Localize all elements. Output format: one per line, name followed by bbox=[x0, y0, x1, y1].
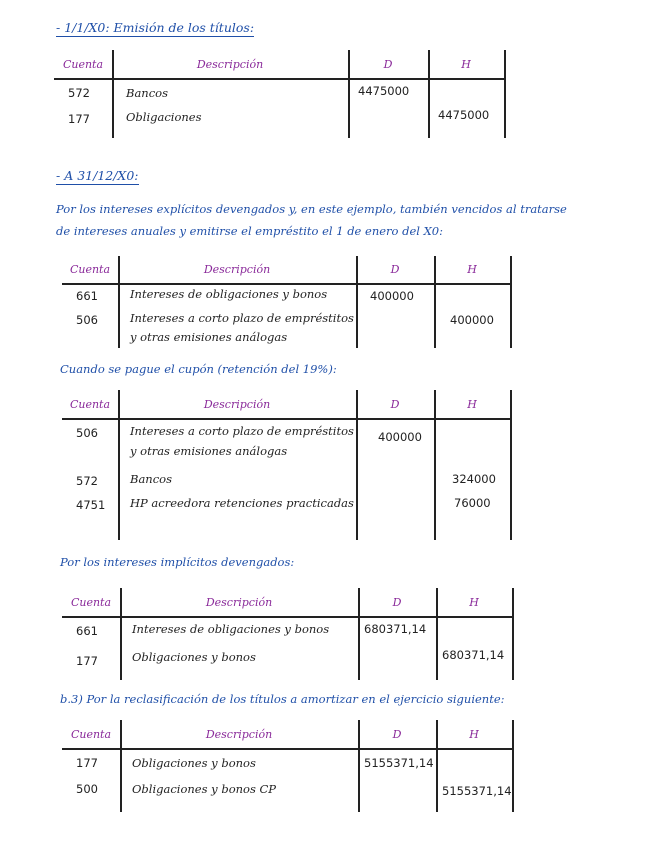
cell-cuenta: 572 bbox=[76, 474, 98, 488]
header-cuenta: Cuenta bbox=[69, 398, 111, 411]
section-heading-emision bbox=[56, 20, 254, 35]
cell-cuenta: 4751 bbox=[76, 498, 106, 512]
header-cuenta: Cuenta bbox=[62, 58, 104, 71]
header-descripcion: Descripción bbox=[205, 596, 273, 609]
cell-haber: 324000 bbox=[452, 472, 496, 486]
cell-debe: 5155371,14 bbox=[364, 756, 434, 770]
journal-table-1 bbox=[54, 50, 506, 138]
cell-descripcion: Bancos bbox=[130, 472, 172, 486]
header-debe: D bbox=[383, 58, 393, 71]
paragraph-line: b.3) Por la reclasificación de los títulos a amortizar en el ejercicio siguiente: bbox=[60, 692, 505, 706]
cell-descripcion: y otras emisiones análogas bbox=[130, 330, 288, 344]
cell-descripcion: Intereses de obligaciones y bonos bbox=[130, 287, 328, 301]
journal-table-2 bbox=[62, 256, 512, 348]
paragraph-line: Cuando se pague el cupón (retención del 19%): bbox=[60, 362, 337, 376]
cell-haber: 76000 bbox=[454, 496, 491, 510]
cell-descripcion: y otras emisiones análogas bbox=[130, 444, 288, 458]
header-haber: H bbox=[469, 728, 479, 741]
journal-table-3 bbox=[62, 390, 512, 540]
cell-haber: 680371,14 bbox=[442, 648, 505, 662]
header-cuenta: Cuenta bbox=[70, 728, 112, 741]
section-heading-cierre bbox=[56, 168, 139, 183]
cell-descripcion: Intereses a corto plazo de empréstitos bbox=[130, 424, 354, 438]
header-descripcion: Descripción bbox=[205, 728, 273, 741]
paragraph-intereses-implicitos bbox=[60, 551, 294, 573]
journal-table-5 bbox=[62, 720, 514, 812]
header-cuenta: Cuenta bbox=[69, 263, 111, 276]
paragraph-intereses-explicitos bbox=[56, 198, 616, 242]
paragraph-reclasificacion bbox=[60, 688, 505, 710]
paragraph-line: de intereses anuales y emitirse el empréstito el 1 de enero del X0: bbox=[56, 224, 443, 238]
cell-haber: 5155371,14 bbox=[442, 784, 512, 798]
cell-descripcion: Obligaciones y bonos bbox=[132, 756, 256, 770]
header-haber: H bbox=[467, 398, 477, 411]
cell-debe: 400000 bbox=[370, 289, 414, 303]
cell-descripcion: Intereses a corto plazo de empréstitos bbox=[130, 311, 354, 325]
header-haber: H bbox=[469, 596, 479, 609]
header-haber: H bbox=[461, 58, 471, 71]
cell-cuenta: 177 bbox=[76, 756, 98, 770]
section-heading-text: - A 31/12/X0: bbox=[56, 168, 139, 183]
paragraph-pago-cupon bbox=[60, 358, 337, 380]
header-descripcion: Descripción bbox=[203, 398, 271, 411]
cell-cuenta: 177 bbox=[68, 112, 90, 126]
header-debe: D bbox=[392, 596, 402, 609]
paragraph-line: Por los intereses explícitos devengados y, en este ejemplo, también vencidos al tratarse bbox=[56, 202, 567, 216]
cell-debe: 400000 bbox=[378, 430, 422, 444]
header-descripcion: Descripción bbox=[203, 263, 271, 276]
cell-cuenta: 661 bbox=[76, 289, 98, 303]
cell-debe: 4475000 bbox=[358, 84, 410, 98]
paragraph-line: Por los intereses implícitos devengados: bbox=[60, 555, 295, 569]
cell-descripcion: Intereses de obligaciones y bonos bbox=[132, 622, 330, 636]
cell-cuenta: 572 bbox=[68, 86, 90, 100]
header-cuenta: Cuenta bbox=[70, 596, 112, 609]
section-heading-text: - 1/1/X0: Emisión de los títulos: bbox=[56, 20, 255, 35]
header-descripcion: Descripción bbox=[196, 58, 264, 71]
journal-table-4 bbox=[62, 588, 514, 680]
header-debe: D bbox=[392, 728, 402, 741]
cell-cuenta: 661 bbox=[76, 624, 98, 638]
cell-haber: 4475000 bbox=[438, 108, 490, 122]
cell-cuenta: 506 bbox=[76, 313, 98, 327]
cell-descripcion: Bancos bbox=[126, 86, 168, 100]
header-haber: H bbox=[467, 263, 477, 276]
cell-descripcion: Obligaciones bbox=[126, 110, 202, 124]
cell-cuenta: 506 bbox=[76, 426, 98, 440]
header-debe: D bbox=[390, 398, 400, 411]
cell-debe: 680371,14 bbox=[364, 622, 427, 636]
cell-descripcion: HP acreedora retenciones practicadas bbox=[130, 496, 354, 510]
cell-descripcion: Obligaciones y bonos bbox=[132, 650, 256, 664]
cell-cuenta: 177 bbox=[76, 654, 98, 668]
cell-cuenta: 500 bbox=[76, 782, 98, 796]
header-debe: D bbox=[390, 263, 400, 276]
cell-descripcion: Obligaciones y bonos CP bbox=[132, 782, 277, 796]
cell-haber: 400000 bbox=[450, 313, 494, 327]
